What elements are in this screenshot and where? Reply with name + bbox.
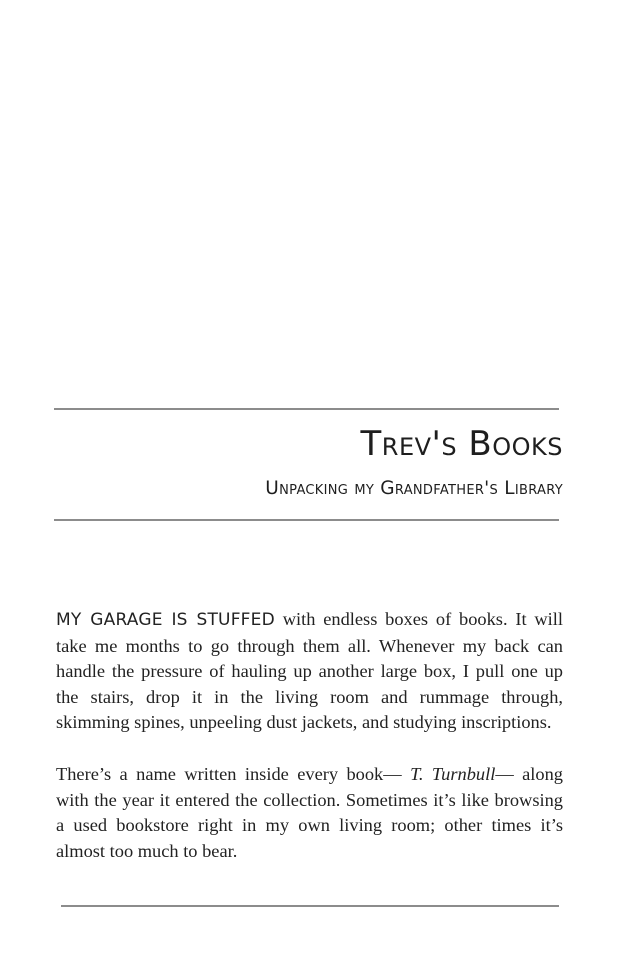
paragraph-2-text-start: There’s a name written inside every book— — [56, 763, 411, 784]
article-body — [56, 607, 563, 864]
paragraph-2 — [56, 762, 563, 864]
paragraph-2-text-end: — along with the year it entered the collection. Sometimes it’s like browsing a used bookstore right in my own living room; other times it’s almost too much to bear. — [56, 763, 563, 861]
bottom-divider — [61, 905, 559, 907]
paragraph-1 — [56, 607, 563, 736]
page-title: Trev's Books — [360, 424, 563, 464]
inscribed-name: T. Turnbull — [410, 763, 496, 784]
paragraph-1-text: with endless boxes of books. It will take me months to go through them all. Whenever my back can handle the pressure of hauling up another large box, I pull one up the stairs, drop it in the living room and rummage through, skimming spines, unpeeling dust jackets, and studying inscriptions. — [56, 609, 564, 733]
page-subtitle: Unpacking my Grandfather's Library — [265, 478, 563, 499]
header-divider — [54, 519, 559, 521]
paragraph-lead-in: MY GARAGE IS STUFFED — [56, 610, 275, 630]
top-divider — [54, 408, 559, 410]
